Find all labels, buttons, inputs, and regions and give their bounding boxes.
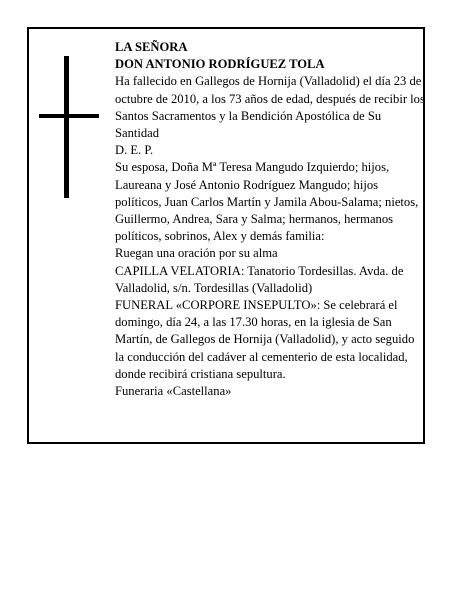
announcement: Ha fallecido en Gallegos de Hornija (Valladolid) el día 23 de octubre de 2010, a los 73 años de edad, después de recibir los Santos Sacramentos y la Bendición Apostólica de Su Santidad <box>115 74 425 141</box>
cross-icon <box>39 56 99 198</box>
chapel-info: CAPILLA VELATORIA: Tanatorio Tordesillas. Avda. de Valladolid, s/n. Tordesillas (Valladolid) <box>115 263 404 295</box>
honorific: LA SEÑORA <box>115 40 188 54</box>
notice-text <box>115 39 425 400</box>
rip-line: D. E. P. <box>115 143 154 158</box>
prayer-request: Ruegan una oración por su alma <box>115 246 278 261</box>
cross-horizontal-bar <box>39 114 99 118</box>
family-list: Su esposa, Doña Mª Teresa Mangudo Izquierdo; hijos, Laureana y José Antonio Rodríguez Mangudo; hijos políticos, Juan Carlos Martín y Jamila Abou-Salama; nietos, Guillermo, Andrea, Sara y Salma; hermanos, hermanos políticos, sobrinos, Alex y demás familia: <box>115 160 419 244</box>
cross-vertical-bar <box>64 56 69 198</box>
funeral-home: Funeraria «Castellana» <box>115 384 232 399</box>
funeral-info: FUNERAL «CORPORE INSEPULTO»: Se celebrará el domingo, día 24, a las 17.30 horas, en la iglesia de San Martín, de Gallegos de Hornija (Valladolid), y acto seguido la conducción del cadáver al cementerio de esta localidad, donde recibirá cristiana sepultura. <box>115 298 415 381</box>
obituary-notice <box>27 27 425 444</box>
deceased-name: DON ANTONIO RODRÍGUEZ TOLA <box>115 57 325 72</box>
